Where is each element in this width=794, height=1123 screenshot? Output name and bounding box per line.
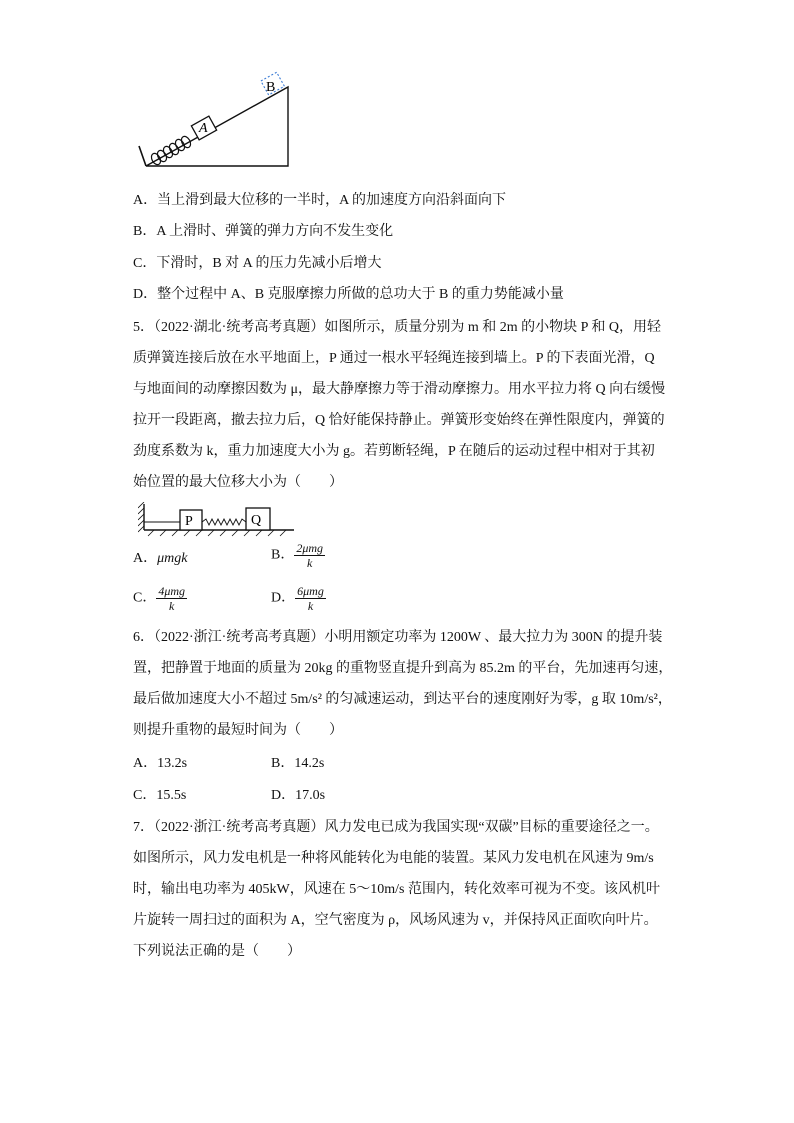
- q4-option-c: C．下滑时，B 对 A 的压力先减小后增大: [133, 256, 382, 271]
- q4-option-a: A．当上滑到最大位移的一半时，A 的加速度方向沿斜面向下: [133, 193, 506, 208]
- q6-line-1: 6．（2022·浙江·统考高考真题）小明用额定功率为 1200W 、最大拉力为 300N 的提升装: [133, 630, 663, 645]
- spring: [150, 135, 193, 166]
- spring-blocks-figure: [138, 502, 298, 538]
- q6-line-2: 置，把静置于地面的质量为 20kg 的重物竖直提升到高为 85.2m 的平台，先加速再匀速，: [133, 661, 673, 676]
- q6-option-d: D．17.0s: [271, 788, 326, 803]
- spring-pq: [202, 519, 246, 525]
- q7-line-2: 如图所示，风力发电机是一种将风能转化为电能的装置。某风力发电机在风速为 9m/s: [133, 851, 654, 866]
- q4-option-b: B．A 上滑时、弹簧的弹力方向不发生变化: [133, 224, 394, 239]
- q7-line-1: 7．（2022·浙江·统考高考真题）风力发电已成为我国实现“双碳”目标的重要途径之一。: [133, 820, 659, 835]
- q6-line-4: 则提升重物的最短时间为（ ）: [133, 723, 343, 738]
- q7-line-5: 下列说法正确的是（ ）: [133, 944, 301, 959]
- label-b: B: [266, 80, 276, 95]
- q6-option-b: B．14.2s: [271, 756, 325, 771]
- label-a: A: [199, 121, 208, 136]
- q5-line-4: 拉开一段距离，撤去拉力后，Q 恰好能保持静止。弹簧形变始终在弹性限度内，弹簧的: [133, 413, 665, 428]
- q6-option-c: C．15.5s: [133, 788, 187, 803]
- q7-line-4: 片旋转一周扫过的面积为 A，空气密度为 ρ，风场风速为 v，并保持风正面吹向叶片。: [133, 913, 658, 928]
- q4-option-d: D．整个过程中 A、B 克服摩擦力所做的总功大于 B 的重力势能减小量: [133, 287, 564, 302]
- label-p: P: [185, 514, 193, 529]
- q7-line-3: 时，输出电功率为 405kW，风速在 5～10m/s 范围内，转化效率可视为不变。该风机叶: [133, 882, 660, 897]
- q5-line-6: 始位置的最大位移大小为（ ）: [133, 475, 343, 490]
- q6-option-a: A．13.2s: [133, 756, 188, 771]
- q5-option-b: B． $\frac{\text{2μmg}}{k}$: [271, 541, 324, 570]
- incline-figure: [136, 70, 296, 170]
- q6-line-3: 最后做加速度大小不超过 5m/s² 的匀减速运动，到达平台的速度刚好为零，g 取 10m/s²，: [133, 692, 672, 707]
- q5-option-d: D． $\frac{\text{6μmg}}{k}$: [271, 584, 324, 613]
- label-q: Q: [251, 513, 262, 528]
- q5-line-5: 劲度系数为 k，重力加速度大小为 g。若剪断轻绳，P 在随后的运动过程中相对于其初: [133, 444, 655, 459]
- q5-line-2: 质弹簧连接后放在水平地面上，P 通过一根水平轻绳连接到墙上。P 的下表面光滑，Q: [133, 351, 655, 366]
- q5-line-1: 5．（2022·湖北·统考高考真题）如图所示，质量分别为 m 和 2m 的小物块 P 和 Q，用轻: [133, 320, 661, 335]
- q5-option-a: A．μmgk: [133, 551, 188, 566]
- q5-line-3: 与地面间的动摩擦因数为 μ，最大静摩擦力等于滑动摩擦力。用水平拉力将 Q 向右缓慢: [133, 382, 666, 397]
- q5-option-c: C． $\frac{\text{4μmg}}{k}$: [133, 584, 186, 613]
